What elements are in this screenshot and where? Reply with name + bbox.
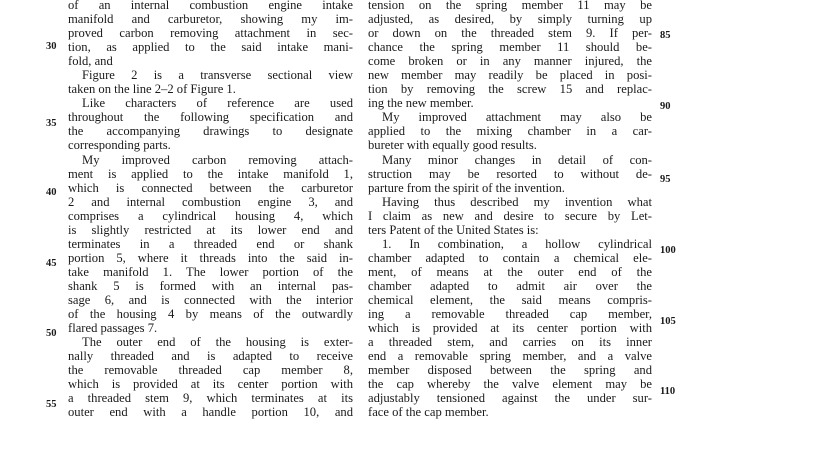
text-line: chamber adapted to contain a chemical ele-	[368, 250, 652, 265]
text-line: new member may readily be placed in posi-	[368, 68, 652, 83]
text-line: is slightly restricted at its lower end and	[68, 222, 353, 237]
left-text-column	[68, 0, 353, 419]
line-number: 30	[46, 41, 57, 52]
text-line: 2 and internal combustion engine 3, and	[68, 194, 353, 209]
text-line: take manifold 1. The lower portion of the	[68, 264, 353, 279]
text-line: manifold and carburetor, showing my im-	[68, 12, 353, 27]
text-line: Figure 2 is a transverse sectional view	[82, 68, 353, 83]
text-line: flared passages 7.	[68, 321, 158, 336]
text-line: nally threaded and is adapted to receive	[68, 349, 353, 364]
text-line: ment, of means at the outer end of the	[368, 264, 652, 279]
text-line: member disposed between the spring and	[368, 363, 652, 378]
text-line: a threaded stem, and carries on its inner	[368, 335, 652, 350]
text-line: parture from the spirit of the invention.	[368, 180, 565, 195]
text-line: proved carbon removing attachment in sec-	[68, 26, 353, 41]
line-number: 40	[46, 187, 57, 198]
text-line: applied to the mixing chamber in a car-	[368, 124, 652, 139]
text-line: adjustably tensioned against the under sur-	[368, 391, 652, 406]
text-line: terminates in a threaded end or shank	[68, 236, 353, 251]
text-line: outer end with a handle portion 10, and	[68, 405, 353, 420]
text-line: The outer end of the housing is exter-	[82, 335, 353, 350]
text-line: the accompanying drawings to designate	[68, 124, 353, 139]
text-line: ment is applied to the intake manifold 1,	[68, 166, 353, 181]
text-line: corresponding parts.	[68, 138, 171, 153]
text-line: of an internal combustion engine intake	[68, 0, 353, 12]
text-line: 1. In combination, a hollow cylindrical	[382, 236, 652, 251]
text-line: tion by removing the screw 15 and replac-	[368, 82, 652, 97]
text-line: Like characters of reference are used	[82, 96, 353, 111]
text-line: come broken or in any manner injured, the	[368, 54, 652, 69]
text-line: shank 5 is formed with an internal pas-	[68, 278, 353, 293]
text-line: or down on the threaded stem 9. If per-	[368, 26, 652, 41]
line-number: 105	[660, 316, 676, 327]
text-line: Having thus described my invention what	[382, 194, 652, 209]
text-line: sage 6, and is connected with the interior	[68, 292, 353, 307]
text-line: which is provided at its center portion with	[368, 321, 652, 336]
text-line: fold, and	[68, 54, 113, 69]
text-line: the cap whereby the valve element may be	[368, 377, 652, 392]
text-line: Many minor changes in detail of con-	[382, 152, 652, 167]
line-number: 90	[660, 101, 671, 112]
text-line: end a removable spring member, and a valve	[368, 349, 652, 364]
line-number: 110	[660, 386, 676, 397]
line-number: 95	[660, 174, 671, 185]
text-line: adjusted, as desired, by simply turning up	[368, 12, 652, 27]
text-line: chemical element, the said means compris-	[368, 292, 652, 307]
text-line: ing a removable threaded cap member,	[368, 307, 652, 322]
text-line: throughout the following specification and	[68, 110, 353, 125]
text-line: bureter with equally good results.	[368, 138, 537, 153]
text-line: My improved carbon removing attach-	[82, 152, 353, 167]
right-text-column	[368, 0, 652, 419]
text-line: chance the spring member 11 should be-	[368, 40, 652, 55]
text-line: I claim as new and desire to secure by Let-	[368, 208, 652, 223]
line-number: 50	[46, 328, 57, 339]
text-line: ing the new member.	[368, 96, 474, 111]
text-line: a threaded stem 9, which terminates at its	[68, 391, 353, 406]
text-line: which is connected between the carburetor	[68, 180, 353, 195]
text-line: My improved attachment may also be	[382, 110, 652, 125]
text-line: ters Patent of the United States is:	[368, 222, 539, 237]
text-line: the removable threaded cap member 8,	[68, 363, 353, 378]
line-number: 100	[660, 245, 676, 256]
text-line: tension on the spring member 11 may be	[368, 0, 652, 12]
line-number: 45	[46, 258, 57, 269]
line-number: 55	[46, 399, 57, 410]
text-line: comprises a cylindrical housing 4, which	[68, 208, 353, 223]
text-line: chamber adapted to admit air over the	[368, 278, 652, 293]
line-number: 85	[660, 30, 671, 41]
text-line: portion 5, where it threads into the said in-	[68, 250, 353, 265]
text-line: of the housing 4 by means of the outwardly	[68, 307, 353, 322]
text-line: struction may be resorted to without de-	[368, 166, 652, 181]
text-line: face of the cap member.	[368, 405, 489, 420]
line-number: 35	[46, 118, 57, 129]
text-line: taken on the line 2–2 of Figure 1.	[68, 82, 236, 97]
text-line: tion, as applied to the said intake mani-	[68, 40, 353, 55]
text-line: which is provided at its center portion with	[68, 377, 353, 392]
